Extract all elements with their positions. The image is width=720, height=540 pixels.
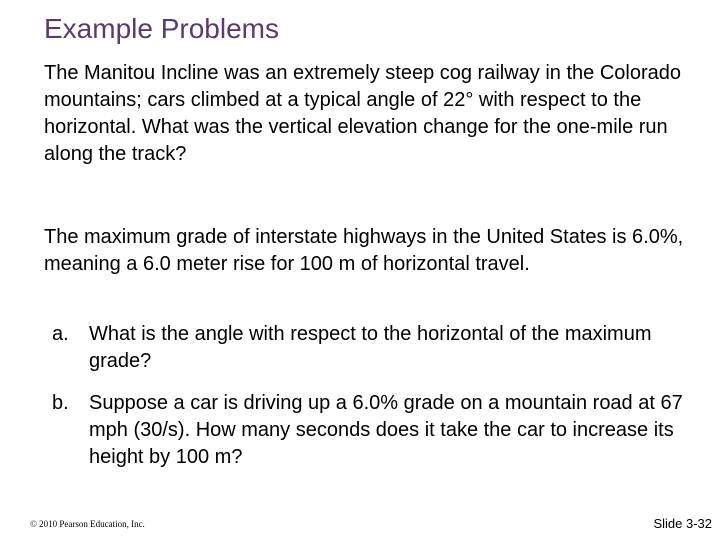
item-marker: b. bbox=[52, 392, 69, 414]
problem-2-intro: The maximum grade of interstate highways in the United States is 6.0%, meaning a 6.0 meter rise for 100 m of horizontal travel. bbox=[44, 226, 684, 275]
slide-number: Slide 3-32 bbox=[653, 516, 712, 531]
item-text: Suppose a car is driving up a 6.0% grade on a mountain road at 67 mph (30/s). How many seconds does it take the car to increase its height by 100 m? bbox=[89, 392, 683, 468]
slide-title: Example Problems bbox=[44, 13, 279, 44]
item-marker: a. bbox=[52, 323, 69, 345]
problem-1-text: The Manitou Incline was an extremely steep cog railway in the Colorado mountains; cars climbed at a typical angle of 22° with respect to the horizontal. What was the vertical elevation change for the one-mile run along the track? bbox=[44, 62, 681, 165]
copyright-notice: © 2010 Pearson Education, Inc. bbox=[30, 519, 145, 529]
item-text: What is the angle with respect to the horizontal of the maximum grade? bbox=[89, 323, 652, 372]
problem-2-item-a bbox=[52, 321, 702, 375]
problem-2-item-b bbox=[52, 390, 702, 471]
